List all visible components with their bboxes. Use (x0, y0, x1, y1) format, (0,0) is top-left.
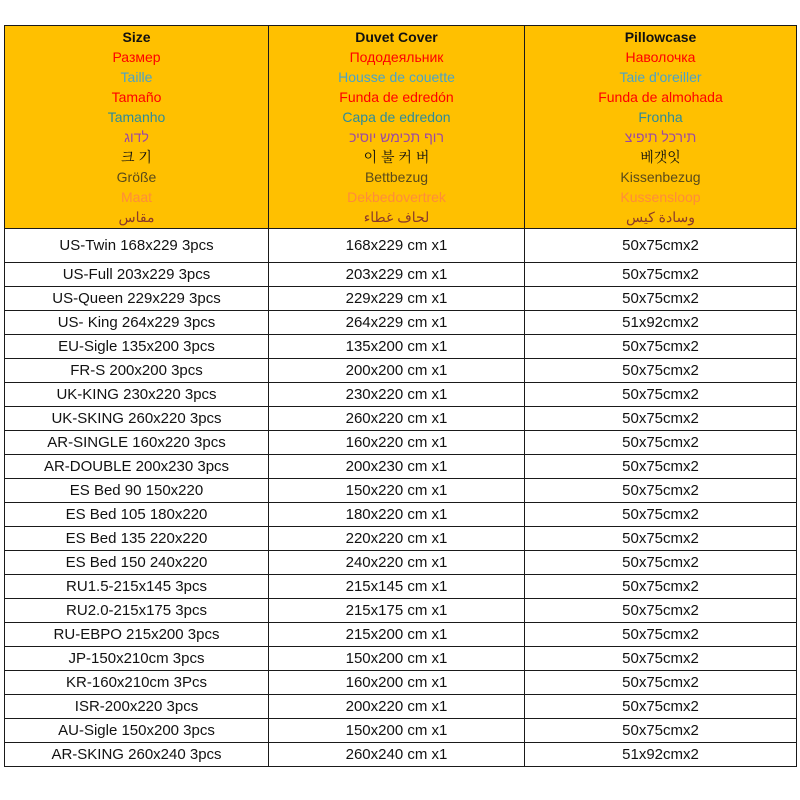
pillowcase-cell: 50x75cmx2 (525, 359, 797, 383)
header-cell-size (5, 26, 269, 229)
size-cell: AR-SINGLE 160x220 3pcs (5, 431, 269, 455)
size-cell: ES Bed 135 220x220 (5, 527, 269, 551)
pillowcase-cell: 50x75cmx2 (525, 335, 797, 359)
header-line: Tamanho (107, 109, 166, 125)
size-cell: ES Bed 90 150x220 (5, 479, 269, 503)
pillowcase-cell: 50x75cmx2 (525, 455, 797, 479)
table-row (5, 335, 797, 359)
duvet-cell: 200x200 cm x1 (269, 359, 525, 383)
size-cell: UK-KING 230x220 3pcs (5, 383, 269, 407)
pillowcase-cell: 50x75cmx2 (525, 503, 797, 527)
header-line: Duvet Cover (355, 29, 438, 45)
header-line: Размер (112, 49, 161, 65)
header-line: Bettbezug (364, 169, 429, 185)
size-cell: RU2.0-215x175 3pcs (5, 599, 269, 623)
duvet-cell: 264x229 cm x1 (269, 311, 525, 335)
duvet-cell: 230x220 cm x1 (269, 383, 525, 407)
header-line: Fronha (638, 109, 683, 125)
table-row (5, 743, 797, 767)
duvet-cell: 200x220 cm x1 (269, 695, 525, 719)
header-line: Funda de edredón (339, 89, 454, 105)
header-line: 크 기 (121, 149, 152, 165)
duvet-cell: 135x200 cm x1 (269, 335, 525, 359)
size-cell: US- King 264x229 3pcs (5, 311, 269, 335)
duvet-cell: 160x220 cm x1 (269, 431, 525, 455)
pillowcase-cell: 50x75cmx2 (525, 263, 797, 287)
duvet-cell: 215x175 cm x1 (269, 599, 525, 623)
size-cell: ISR-200x220 3pcs (5, 695, 269, 719)
header-cell-duvet-cover (269, 26, 525, 229)
size-cell: US-Twin 168x229 3pcs (5, 229, 269, 263)
duvet-cell: 203x229 cm x1 (269, 263, 525, 287)
table-row (5, 551, 797, 575)
size-cell: RU1.5-215x145 3pcs (5, 575, 269, 599)
duvet-cell: 180x220 cm x1 (269, 503, 525, 527)
size-cell: ES Bed 105 180x220 (5, 503, 269, 527)
table-row (5, 479, 797, 503)
header-line: לדוג (124, 129, 149, 145)
table-row (5, 575, 797, 599)
table-row (5, 455, 797, 479)
pillowcase-cell: 50x75cmx2 (525, 287, 797, 311)
pillowcase-cell: 50x75cmx2 (525, 719, 797, 743)
header-line: Taie d'oreiller (619, 69, 702, 85)
duvet-cell: 150x220 cm x1 (269, 479, 525, 503)
header-line: Funda de almohada (598, 89, 723, 105)
size-cell: KR-160x210cm 3Pcs (5, 671, 269, 695)
table-row (5, 695, 797, 719)
size-cell: AU-Sigle 150x200 3pcs (5, 719, 269, 743)
duvet-cell: 229x229 cm x1 (269, 287, 525, 311)
duvet-cell: 260x220 cm x1 (269, 407, 525, 431)
header-line: وسادة كيس (626, 209, 695, 225)
size-cell: US-Queen 229x229 3pcs (5, 287, 269, 311)
pillowcase-cell: 50x75cmx2 (525, 431, 797, 455)
duvet-cell: 260x240 cm x1 (269, 743, 525, 767)
header-line: Пододеяльник (349, 49, 444, 65)
pillowcase-cell: 51x92cmx2 (525, 311, 797, 335)
duvet-cell: 150x200 cm x1 (269, 719, 525, 743)
table-row (5, 527, 797, 551)
size-cell: AR-DOUBLE 200x230 3pcs (5, 455, 269, 479)
pillowcase-cell: 50x75cmx2 (525, 599, 797, 623)
pillowcase-cell: 50x75cmx2 (525, 527, 797, 551)
size-cell: UK-SKING 260x220 3pcs (5, 407, 269, 431)
size-chart-table (4, 25, 797, 767)
header-line: Size (122, 29, 151, 45)
header-line: Kussensloop (620, 189, 701, 205)
duvet-cell: 168x229 cm x1 (269, 229, 525, 263)
header-line: لحاف غطاء (363, 209, 430, 225)
pillowcase-cell: 50x75cmx2 (525, 383, 797, 407)
header-line: Наволочка (625, 49, 696, 65)
size-cell: JP-150x210cm 3pcs (5, 647, 269, 671)
duvet-cell: 200x230 cm x1 (269, 455, 525, 479)
pillowcase-cell: 50x75cmx2 (525, 647, 797, 671)
duvet-cell: 150x200 cm x1 (269, 647, 525, 671)
pillowcase-cell: 50x75cmx2 (525, 695, 797, 719)
table-row (5, 359, 797, 383)
table-row (5, 431, 797, 455)
header-line: Dekbedovertrek (347, 189, 446, 205)
size-cell: ES Bed 150 240x220 (5, 551, 269, 575)
header-line: Maat (120, 189, 153, 205)
table-row (5, 719, 797, 743)
header-line: 이 불 커 버 (363, 149, 430, 165)
table-row (5, 647, 797, 671)
header-line: Housse de couette (338, 69, 455, 85)
header-line: רוף תכימש יוסיכ (349, 129, 444, 145)
duvet-cell: 215x145 cm x1 (269, 575, 525, 599)
header-line: مقاس (118, 209, 155, 225)
header-line: Pillowcase (624, 29, 697, 45)
table-row (5, 229, 797, 263)
header-line: Capa de edredon (342, 109, 451, 125)
pillowcase-cell: 50x75cmx2 (525, 551, 797, 575)
header-line: תירכל תיפיצ (624, 129, 697, 145)
pillowcase-cell: 50x75cmx2 (525, 407, 797, 431)
pillowcase-cell: 50x75cmx2 (525, 671, 797, 695)
table-row (5, 671, 797, 695)
header-line: 베갯잇 (640, 149, 681, 165)
pillowcase-cell: 50x75cmx2 (525, 575, 797, 599)
size-cell: US-Full 203x229 3pcs (5, 263, 269, 287)
table-row (5, 383, 797, 407)
header-line: Kissenbezug (620, 169, 701, 185)
pillowcase-cell: 50x75cmx2 (525, 229, 797, 263)
table-row (5, 311, 797, 335)
table-body (5, 26, 797, 767)
size-cell: FR-S 200x200 3pcs (5, 359, 269, 383)
table-row (5, 263, 797, 287)
header-line: Tamaño (111, 89, 162, 105)
table-row (5, 503, 797, 527)
header-line: Taille (120, 69, 153, 85)
pillowcase-cell: 51x92cmx2 (525, 743, 797, 767)
size-cell: EU-Sigle 135x200 3pcs (5, 335, 269, 359)
table-row (5, 287, 797, 311)
table-row (5, 599, 797, 623)
header-line: Größe (116, 169, 157, 185)
duvet-cell: 220x220 cm x1 (269, 527, 525, 551)
duvet-cell: 215x200 cm x1 (269, 623, 525, 647)
size-cell: RU-EBPO 215x200 3pcs (5, 623, 269, 647)
header-cell-pillowcase (525, 26, 797, 229)
pillowcase-cell: 50x75cmx2 (525, 623, 797, 647)
table-row (5, 623, 797, 647)
table-row (5, 407, 797, 431)
pillowcase-cell: 50x75cmx2 (525, 479, 797, 503)
duvet-cell: 160x200 cm x1 (269, 671, 525, 695)
header-row (5, 26, 797, 229)
duvet-cell: 240x220 cm x1 (269, 551, 525, 575)
size-cell: AR-SKING 260x240 3pcs (5, 743, 269, 767)
